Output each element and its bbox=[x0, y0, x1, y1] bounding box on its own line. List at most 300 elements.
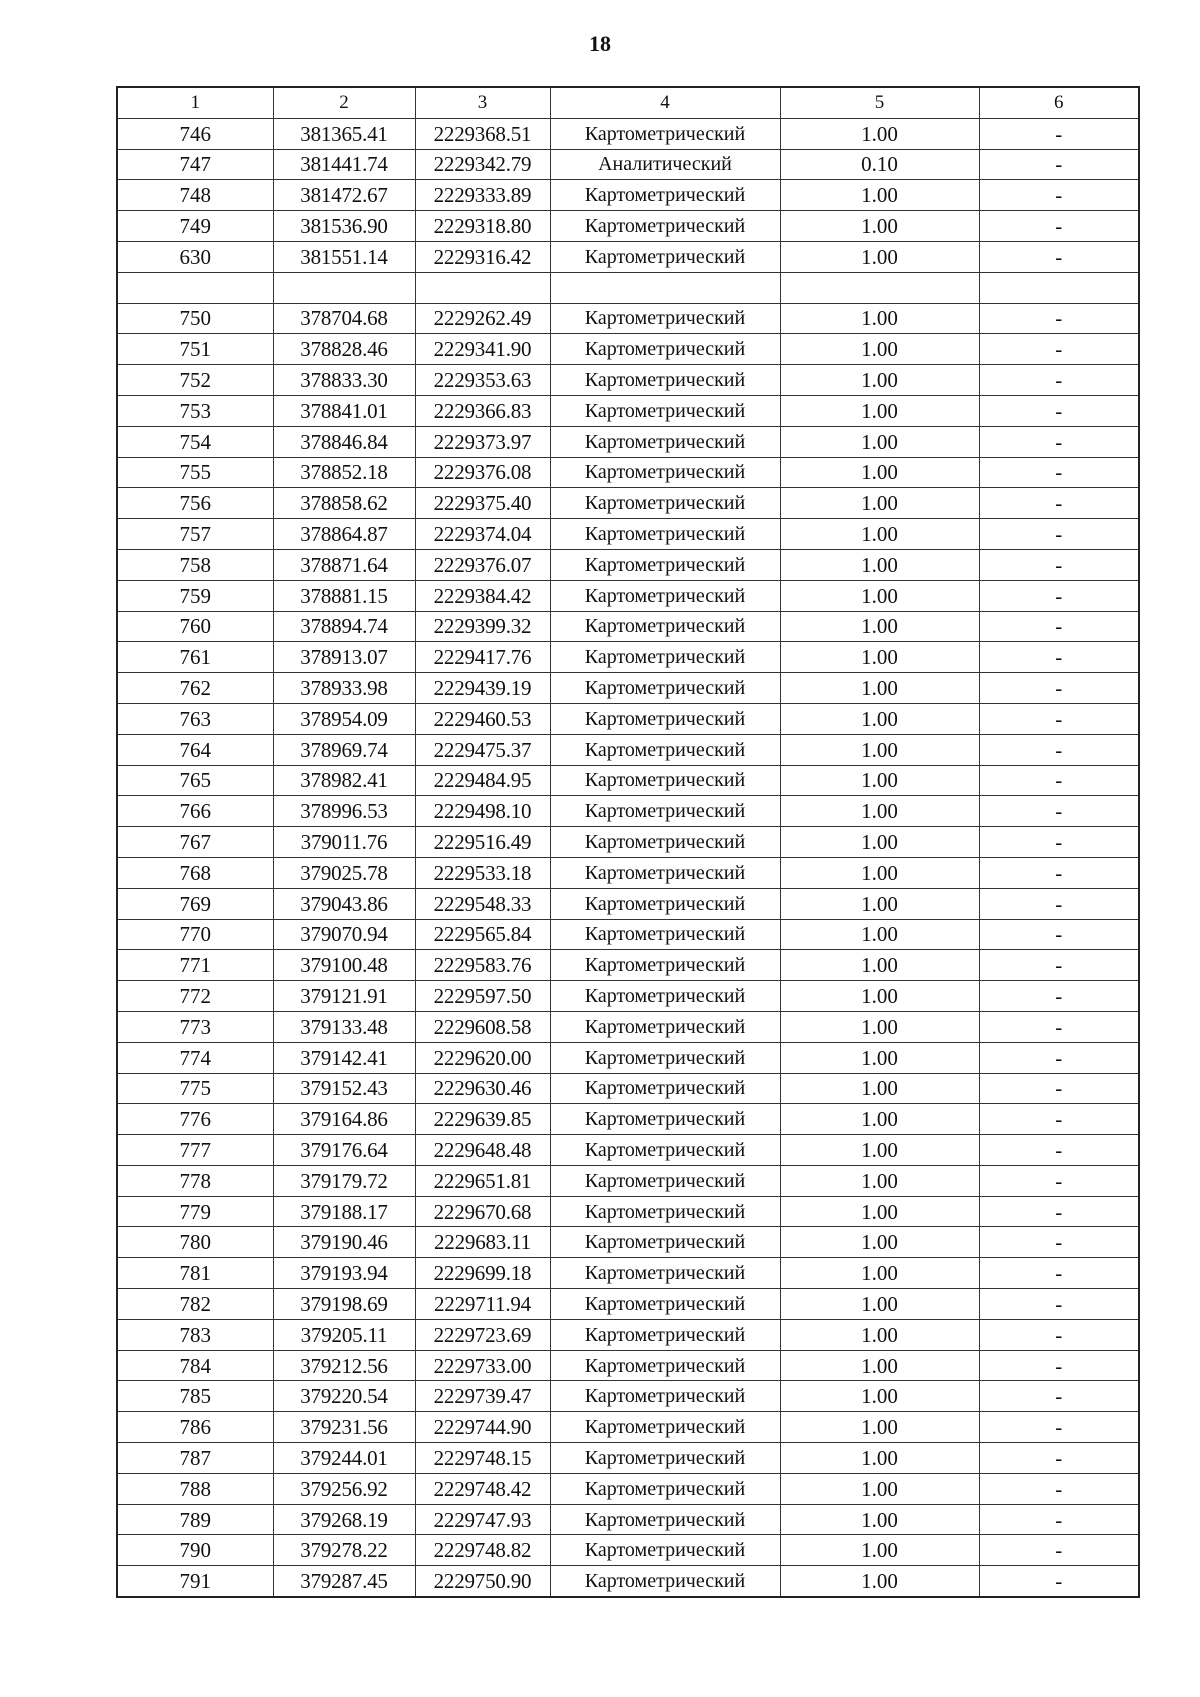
note-cell: - bbox=[979, 149, 1139, 180]
point-number-cell: 754 bbox=[117, 426, 273, 457]
table-row bbox=[117, 765, 1139, 796]
point-number-cell: 765 bbox=[117, 765, 273, 796]
x-coordinate-cell: 378871.64 bbox=[273, 549, 415, 580]
note-cell: - bbox=[979, 549, 1139, 580]
table-body-block-1 bbox=[117, 118, 1139, 272]
y-coordinate-cell: 2229375.40 bbox=[415, 488, 550, 519]
table-row bbox=[117, 241, 1139, 272]
point-number-cell: 769 bbox=[117, 888, 273, 919]
accuracy-cell: 1.00 bbox=[780, 1227, 979, 1258]
accuracy-cell: 1.00 bbox=[780, 457, 979, 488]
x-coordinate-cell: 379268.19 bbox=[273, 1504, 415, 1535]
note-cell: - bbox=[979, 1227, 1139, 1258]
table-row bbox=[117, 149, 1139, 180]
column-header: 3 bbox=[415, 87, 550, 118]
table-header-row bbox=[117, 87, 1139, 118]
x-coordinate-cell: 378828.46 bbox=[273, 334, 415, 365]
point-number-cell: 747 bbox=[117, 149, 273, 180]
table-row bbox=[117, 1073, 1139, 1104]
x-coordinate-cell: 381472.67 bbox=[273, 180, 415, 211]
x-coordinate-cell: 378704.68 bbox=[273, 303, 415, 334]
table-row bbox=[117, 118, 1139, 149]
note-cell: - bbox=[979, 888, 1139, 919]
accuracy-cell: 0.10 bbox=[780, 149, 979, 180]
note-cell: - bbox=[979, 1165, 1139, 1196]
method-cell: Картометрический bbox=[550, 673, 780, 704]
accuracy-cell: 1.00 bbox=[780, 1473, 979, 1504]
x-coordinate-cell: 379278.22 bbox=[273, 1535, 415, 1566]
y-coordinate-cell: 2229341.90 bbox=[415, 334, 550, 365]
method-cell: Картометрический bbox=[550, 611, 780, 642]
table-row bbox=[117, 1289, 1139, 1320]
point-number-cell: 760 bbox=[117, 611, 273, 642]
point-number-cell: 791 bbox=[117, 1566, 273, 1597]
point-number-cell: 777 bbox=[117, 1135, 273, 1166]
accuracy-cell: 1.00 bbox=[780, 1073, 979, 1104]
table-row bbox=[117, 1104, 1139, 1135]
empty-cell bbox=[780, 272, 979, 303]
method-cell: Аналитический bbox=[550, 149, 780, 180]
y-coordinate-cell: 2229368.51 bbox=[415, 118, 550, 149]
table-row bbox=[117, 457, 1139, 488]
method-cell: Картометрический bbox=[550, 426, 780, 457]
table-row bbox=[117, 365, 1139, 396]
note-cell: - bbox=[979, 1135, 1139, 1166]
table-row bbox=[117, 611, 1139, 642]
table-row bbox=[117, 488, 1139, 519]
accuracy-cell: 1.00 bbox=[780, 1443, 979, 1474]
table-row bbox=[117, 1165, 1139, 1196]
method-cell: Картометрический bbox=[550, 1165, 780, 1196]
table-row bbox=[117, 888, 1139, 919]
accuracy-cell: 1.00 bbox=[780, 211, 979, 242]
y-coordinate-cell: 2229484.95 bbox=[415, 765, 550, 796]
table-row bbox=[117, 211, 1139, 242]
y-coordinate-cell: 2229533.18 bbox=[415, 857, 550, 888]
note-cell: - bbox=[979, 703, 1139, 734]
x-coordinate-cell: 378954.09 bbox=[273, 703, 415, 734]
table-row bbox=[117, 1443, 1139, 1474]
table-row bbox=[117, 334, 1139, 365]
accuracy-cell: 1.00 bbox=[780, 642, 979, 673]
x-coordinate-cell: 379043.86 bbox=[273, 888, 415, 919]
y-coordinate-cell: 2229670.68 bbox=[415, 1196, 550, 1227]
accuracy-cell: 1.00 bbox=[780, 580, 979, 611]
table-row bbox=[117, 642, 1139, 673]
method-cell: Картометрический bbox=[550, 1443, 780, 1474]
note-cell: - bbox=[979, 211, 1139, 242]
method-cell: Картометрический bbox=[550, 1258, 780, 1289]
point-number-cell: 768 bbox=[117, 857, 273, 888]
y-coordinate-cell: 2229565.84 bbox=[415, 919, 550, 950]
x-coordinate-cell: 378996.53 bbox=[273, 796, 415, 827]
y-coordinate-cell: 2229384.42 bbox=[415, 580, 550, 611]
accuracy-cell: 1.00 bbox=[780, 1135, 979, 1166]
point-number-cell: 782 bbox=[117, 1289, 273, 1320]
point-number-cell: 750 bbox=[117, 303, 273, 334]
method-cell: Картометрический bbox=[550, 395, 780, 426]
point-number-cell: 770 bbox=[117, 919, 273, 950]
table-row bbox=[117, 857, 1139, 888]
note-cell: - bbox=[979, 611, 1139, 642]
method-cell: Картометрический bbox=[550, 488, 780, 519]
accuracy-cell: 1.00 bbox=[780, 703, 979, 734]
method-cell: Картометрический bbox=[550, 365, 780, 396]
method-cell: Картометрический bbox=[550, 211, 780, 242]
x-coordinate-cell: 378982.41 bbox=[273, 765, 415, 796]
accuracy-cell: 1.00 bbox=[780, 1319, 979, 1350]
y-coordinate-cell: 2229516.49 bbox=[415, 827, 550, 858]
x-coordinate-cell: 379121.91 bbox=[273, 981, 415, 1012]
method-cell: Картометрический bbox=[550, 1504, 780, 1535]
y-coordinate-cell: 2229316.42 bbox=[415, 241, 550, 272]
x-coordinate-cell: 379205.11 bbox=[273, 1319, 415, 1350]
note-cell: - bbox=[979, 1011, 1139, 1042]
table-row bbox=[117, 1504, 1139, 1535]
method-cell: Картометрический bbox=[550, 303, 780, 334]
x-coordinate-cell: 378833.30 bbox=[273, 365, 415, 396]
point-number-cell: 630 bbox=[117, 241, 273, 272]
note-cell: - bbox=[979, 642, 1139, 673]
method-cell: Картометрический bbox=[550, 1319, 780, 1350]
y-coordinate-cell: 2229620.00 bbox=[415, 1042, 550, 1073]
note-cell: - bbox=[979, 1289, 1139, 1320]
note-cell: - bbox=[979, 580, 1139, 611]
y-coordinate-cell: 2229747.93 bbox=[415, 1504, 550, 1535]
empty-separator-row bbox=[117, 272, 1139, 303]
method-cell: Картометрический bbox=[550, 241, 780, 272]
note-cell: - bbox=[979, 365, 1139, 396]
method-cell: Картометрический bbox=[550, 1412, 780, 1443]
coordinates-table bbox=[116, 86, 1140, 1598]
y-coordinate-cell: 2229744.90 bbox=[415, 1412, 550, 1443]
table-row bbox=[117, 1473, 1139, 1504]
method-cell: Картометрический bbox=[550, 457, 780, 488]
method-cell: Картометрический bbox=[550, 1196, 780, 1227]
accuracy-cell: 1.00 bbox=[780, 118, 979, 149]
x-coordinate-cell: 378864.87 bbox=[273, 519, 415, 550]
accuracy-cell: 1.00 bbox=[780, 180, 979, 211]
x-coordinate-cell: 381365.41 bbox=[273, 118, 415, 149]
table-row bbox=[117, 1319, 1139, 1350]
x-coordinate-cell: 379152.43 bbox=[273, 1073, 415, 1104]
method-cell: Картометрический bbox=[550, 981, 780, 1012]
y-coordinate-cell: 2229723.69 bbox=[415, 1319, 550, 1350]
accuracy-cell: 1.00 bbox=[780, 1258, 979, 1289]
y-coordinate-cell: 2229639.85 bbox=[415, 1104, 550, 1135]
table-row bbox=[117, 549, 1139, 580]
method-cell: Картометрический bbox=[550, 1535, 780, 1566]
method-cell: Картометрический bbox=[550, 1042, 780, 1073]
y-coordinate-cell: 2229399.32 bbox=[415, 611, 550, 642]
note-cell: - bbox=[979, 734, 1139, 765]
note-cell: - bbox=[979, 673, 1139, 704]
point-number-cell: 780 bbox=[117, 1227, 273, 1258]
point-number-cell: 755 bbox=[117, 457, 273, 488]
x-coordinate-cell: 379212.56 bbox=[273, 1350, 415, 1381]
accuracy-cell: 1.00 bbox=[780, 1535, 979, 1566]
point-number-cell: 751 bbox=[117, 334, 273, 365]
note-cell: - bbox=[979, 796, 1139, 827]
point-number-cell: 781 bbox=[117, 1258, 273, 1289]
note-cell: - bbox=[979, 334, 1139, 365]
accuracy-cell: 1.00 bbox=[780, 981, 979, 1012]
accuracy-cell: 1.00 bbox=[780, 1504, 979, 1535]
point-number-cell: 763 bbox=[117, 703, 273, 734]
method-cell: Картометрический bbox=[550, 1566, 780, 1597]
x-coordinate-cell: 379164.86 bbox=[273, 1104, 415, 1135]
x-coordinate-cell: 378852.18 bbox=[273, 457, 415, 488]
note-cell: - bbox=[979, 1412, 1139, 1443]
table-row bbox=[117, 580, 1139, 611]
y-coordinate-cell: 2229417.76 bbox=[415, 642, 550, 673]
column-header: 1 bbox=[117, 87, 273, 118]
x-coordinate-cell: 378881.15 bbox=[273, 580, 415, 611]
accuracy-cell: 1.00 bbox=[780, 395, 979, 426]
method-cell: Картометрический bbox=[550, 519, 780, 550]
point-number-cell: 787 bbox=[117, 1443, 273, 1474]
y-coordinate-cell: 2229374.04 bbox=[415, 519, 550, 550]
method-cell: Картометрический bbox=[550, 1381, 780, 1412]
point-number-cell: 772 bbox=[117, 981, 273, 1012]
method-cell: Картометрический bbox=[550, 118, 780, 149]
y-coordinate-cell: 2229597.50 bbox=[415, 981, 550, 1012]
accuracy-cell: 1.00 bbox=[780, 673, 979, 704]
method-cell: Картометрический bbox=[550, 765, 780, 796]
x-coordinate-cell: 379287.45 bbox=[273, 1566, 415, 1597]
method-cell: Картометрический bbox=[550, 180, 780, 211]
point-number-cell: 758 bbox=[117, 549, 273, 580]
table-row bbox=[117, 1381, 1139, 1412]
x-coordinate-cell: 381551.14 bbox=[273, 241, 415, 272]
table-row bbox=[117, 180, 1139, 211]
y-coordinate-cell: 2229583.76 bbox=[415, 950, 550, 981]
accuracy-cell: 1.00 bbox=[780, 919, 979, 950]
y-coordinate-cell: 2229739.47 bbox=[415, 1381, 550, 1412]
method-cell: Картометрический bbox=[550, 857, 780, 888]
note-cell: - bbox=[979, 303, 1139, 334]
table-row bbox=[117, 703, 1139, 734]
table-row bbox=[117, 981, 1139, 1012]
x-coordinate-cell: 379176.64 bbox=[273, 1135, 415, 1166]
accuracy-cell: 1.00 bbox=[780, 241, 979, 272]
y-coordinate-cell: 2229376.07 bbox=[415, 549, 550, 580]
point-number-cell: 757 bbox=[117, 519, 273, 550]
y-coordinate-cell: 2229750.90 bbox=[415, 1566, 550, 1597]
table-row bbox=[117, 1135, 1139, 1166]
point-number-cell: 762 bbox=[117, 673, 273, 704]
empty-cell bbox=[415, 272, 550, 303]
empty-cell bbox=[273, 272, 415, 303]
accuracy-cell: 1.00 bbox=[780, 796, 979, 827]
accuracy-cell: 1.00 bbox=[780, 1350, 979, 1381]
table-row bbox=[117, 1258, 1139, 1289]
point-number-cell: 775 bbox=[117, 1073, 273, 1104]
note-cell: - bbox=[979, 1258, 1139, 1289]
x-coordinate-cell: 381441.74 bbox=[273, 149, 415, 180]
accuracy-cell: 1.00 bbox=[780, 1412, 979, 1443]
x-coordinate-cell: 379142.41 bbox=[273, 1042, 415, 1073]
x-coordinate-cell: 379231.56 bbox=[273, 1412, 415, 1443]
note-cell: - bbox=[979, 919, 1139, 950]
table-row bbox=[117, 919, 1139, 950]
x-coordinate-cell: 378913.07 bbox=[273, 642, 415, 673]
note-cell: - bbox=[979, 1350, 1139, 1381]
x-coordinate-cell: 379133.48 bbox=[273, 1011, 415, 1042]
table-row bbox=[117, 950, 1139, 981]
method-cell: Картометрический bbox=[550, 580, 780, 611]
method-cell: Картометрический bbox=[550, 734, 780, 765]
y-coordinate-cell: 2229651.81 bbox=[415, 1165, 550, 1196]
note-cell: - bbox=[979, 827, 1139, 858]
accuracy-cell: 1.00 bbox=[780, 1289, 979, 1320]
method-cell: Картометрический bbox=[550, 549, 780, 580]
y-coordinate-cell: 2229342.79 bbox=[415, 149, 550, 180]
y-coordinate-cell: 2229748.15 bbox=[415, 1443, 550, 1474]
y-coordinate-cell: 2229733.00 bbox=[415, 1350, 550, 1381]
accuracy-cell: 1.00 bbox=[780, 888, 979, 919]
table-row bbox=[117, 827, 1139, 858]
note-cell: - bbox=[979, 981, 1139, 1012]
point-number-cell: 773 bbox=[117, 1011, 273, 1042]
note-cell: - bbox=[979, 1504, 1139, 1535]
table-row bbox=[117, 796, 1139, 827]
method-cell: Картометрический bbox=[550, 1350, 780, 1381]
point-number-cell: 767 bbox=[117, 827, 273, 858]
note-cell: - bbox=[979, 395, 1139, 426]
accuracy-cell: 1.00 bbox=[780, 765, 979, 796]
note-cell: - bbox=[979, 1535, 1139, 1566]
note-cell: - bbox=[979, 1473, 1139, 1504]
method-cell: Картометрический bbox=[550, 888, 780, 919]
method-cell: Картометрический bbox=[550, 827, 780, 858]
y-coordinate-cell: 2229366.83 bbox=[415, 395, 550, 426]
point-number-cell: 746 bbox=[117, 118, 273, 149]
point-number-cell: 748 bbox=[117, 180, 273, 211]
accuracy-cell: 1.00 bbox=[780, 519, 979, 550]
note-cell: - bbox=[979, 1073, 1139, 1104]
accuracy-cell: 1.00 bbox=[780, 1196, 979, 1227]
note-cell: - bbox=[979, 950, 1139, 981]
point-number-cell: 788 bbox=[117, 1473, 273, 1504]
column-header: 2 bbox=[273, 87, 415, 118]
accuracy-cell: 1.00 bbox=[780, 1011, 979, 1042]
accuracy-cell: 1.00 bbox=[780, 1566, 979, 1597]
point-number-cell: 783 bbox=[117, 1319, 273, 1350]
table-row bbox=[117, 1011, 1139, 1042]
page-number: 18 bbox=[589, 31, 611, 56]
table-row bbox=[117, 1566, 1139, 1597]
y-coordinate-cell: 2229711.94 bbox=[415, 1289, 550, 1320]
table-separator bbox=[117, 272, 1139, 303]
method-cell: Картометрический bbox=[550, 1104, 780, 1135]
y-coordinate-cell: 2229353.63 bbox=[415, 365, 550, 396]
x-coordinate-cell: 379256.92 bbox=[273, 1473, 415, 1504]
accuracy-cell: 1.00 bbox=[780, 734, 979, 765]
y-coordinate-cell: 2229648.48 bbox=[415, 1135, 550, 1166]
table-row bbox=[117, 303, 1139, 334]
y-coordinate-cell: 2229376.08 bbox=[415, 457, 550, 488]
note-cell: - bbox=[979, 118, 1139, 149]
point-number-cell: 779 bbox=[117, 1196, 273, 1227]
accuracy-cell: 1.00 bbox=[780, 488, 979, 519]
method-cell: Картометрический bbox=[550, 1473, 780, 1504]
x-coordinate-cell: 378894.74 bbox=[273, 611, 415, 642]
point-number-cell: 785 bbox=[117, 1381, 273, 1412]
point-number-cell: 766 bbox=[117, 796, 273, 827]
note-cell: - bbox=[979, 241, 1139, 272]
x-coordinate-cell: 381536.90 bbox=[273, 211, 415, 242]
x-coordinate-cell: 379193.94 bbox=[273, 1258, 415, 1289]
table-row bbox=[117, 1412, 1139, 1443]
y-coordinate-cell: 2229439.19 bbox=[415, 673, 550, 704]
y-coordinate-cell: 2229318.80 bbox=[415, 211, 550, 242]
table-row bbox=[117, 673, 1139, 704]
accuracy-cell: 1.00 bbox=[780, 549, 979, 580]
method-cell: Картометрический bbox=[550, 1073, 780, 1104]
x-coordinate-cell: 378933.98 bbox=[273, 673, 415, 704]
accuracy-cell: 1.00 bbox=[780, 1165, 979, 1196]
empty-cell bbox=[117, 272, 273, 303]
accuracy-cell: 1.00 bbox=[780, 827, 979, 858]
accuracy-cell: 1.00 bbox=[780, 334, 979, 365]
point-number-cell: 761 bbox=[117, 642, 273, 673]
accuracy-cell: 1.00 bbox=[780, 1104, 979, 1135]
accuracy-cell: 1.00 bbox=[780, 1042, 979, 1073]
column-header: 5 bbox=[780, 87, 979, 118]
note-cell: - bbox=[979, 1042, 1139, 1073]
accuracy-cell: 1.00 bbox=[780, 426, 979, 457]
method-cell: Картометрический bbox=[550, 919, 780, 950]
table-row bbox=[117, 1350, 1139, 1381]
y-coordinate-cell: 2229683.11 bbox=[415, 1227, 550, 1258]
y-coordinate-cell: 2229630.46 bbox=[415, 1073, 550, 1104]
y-coordinate-cell: 2229608.58 bbox=[415, 1011, 550, 1042]
table-row bbox=[117, 1227, 1139, 1258]
x-coordinate-cell: 379070.94 bbox=[273, 919, 415, 950]
accuracy-cell: 1.00 bbox=[780, 303, 979, 334]
method-cell: Картометрический bbox=[550, 1011, 780, 1042]
note-cell: - bbox=[979, 426, 1139, 457]
point-number-cell: 759 bbox=[117, 580, 273, 611]
note-cell: - bbox=[979, 1381, 1139, 1412]
table-row bbox=[117, 426, 1139, 457]
empty-cell bbox=[550, 272, 780, 303]
empty-cell bbox=[979, 272, 1139, 303]
note-cell: - bbox=[979, 1566, 1139, 1597]
x-coordinate-cell: 379179.72 bbox=[273, 1165, 415, 1196]
method-cell: Картометрический bbox=[550, 703, 780, 734]
accuracy-cell: 1.00 bbox=[780, 950, 979, 981]
y-coordinate-cell: 2229748.42 bbox=[415, 1473, 550, 1504]
y-coordinate-cell: 2229475.37 bbox=[415, 734, 550, 765]
note-cell: - bbox=[979, 1443, 1139, 1474]
accuracy-cell: 1.00 bbox=[780, 1381, 979, 1412]
method-cell: Картометрический bbox=[550, 1289, 780, 1320]
method-cell: Картометрический bbox=[550, 950, 780, 981]
y-coordinate-cell: 2229262.49 bbox=[415, 303, 550, 334]
column-header: 4 bbox=[550, 87, 780, 118]
y-coordinate-cell: 2229373.97 bbox=[415, 426, 550, 457]
x-coordinate-cell: 379025.78 bbox=[273, 857, 415, 888]
method-cell: Картометрический bbox=[550, 1135, 780, 1166]
point-number-cell: 764 bbox=[117, 734, 273, 765]
x-coordinate-cell: 379011.76 bbox=[273, 827, 415, 858]
method-cell: Картометрический bbox=[550, 642, 780, 673]
note-cell: - bbox=[979, 765, 1139, 796]
point-number-cell: 776 bbox=[117, 1104, 273, 1135]
column-header: 6 bbox=[979, 87, 1139, 118]
